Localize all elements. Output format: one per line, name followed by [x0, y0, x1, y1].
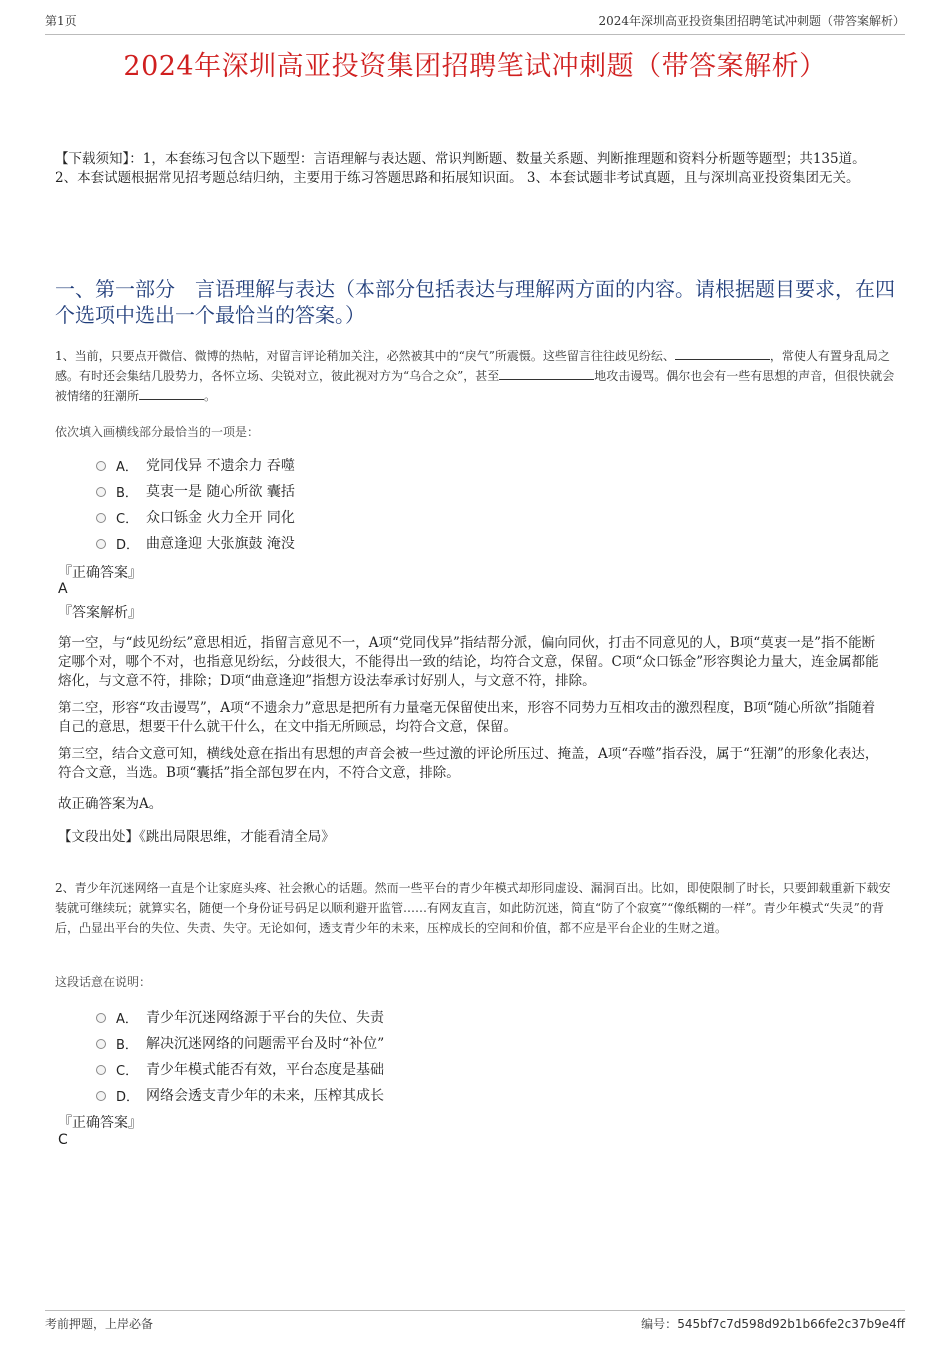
question-1-options	[96, 452, 295, 556]
option-text: 青少年模式能否有效，平台态度是基础	[146, 1062, 384, 1078]
option-c[interactable]	[96, 1056, 384, 1082]
analysis-paragraph: 第三空，结合文意可知，横线处意在指出有思想的声音会被一些过激的评论所压过、掩盖，A项“吞噬”指吞没，属于“狂潮”的形象化表达，符合文意，当选。B项“囊括”指全部包罗在内，不符合文意，排除。	[58, 746, 879, 781]
option-d[interactable]	[96, 530, 295, 556]
option-text: 众口铄金 火力全开 同化	[146, 510, 295, 526]
footer-slogan: 考前押题，上岸必备	[45, 1317, 154, 1331]
question-2-options	[96, 1004, 384, 1108]
q1-text-part-c: 地攻击谩骂。偶尔也会有一些有思想的声音，但很快就会被情绪的狂潮所	[55, 369, 895, 403]
analysis-label: 『答案解析』	[58, 605, 142, 621]
question-1-text	[55, 346, 900, 406]
option-d[interactable]	[96, 1082, 384, 1108]
footer-code	[641, 1315, 905, 1332]
page-title: 2024年深圳高亚投资集团招聘笔试冲刺题（带答案解析）	[123, 51, 827, 82]
question-2-text: 2、青少年沉迷网络一直是个让家庭头疼、社会揪心的话题。然而一些平台的青少年模式却形同虚设、漏洞百出。比如，即使限制了时长，只要卸载重新下载安装就可继续玩；就算实名，随便一个身份证号码足以顺利避开监管……有网友直言，如此防沉迷，简直“防了个寂寞”“像纸糊的一样”。青少年模式“失灵”的背后，凸显出平台的失位、失责、失守。无论如何，透支青少年的未来，压榨成长的空间和价值，都不应是平台企业的生财之道。	[55, 881, 891, 935]
page-footer	[45, 1310, 905, 1332]
option-letter: A．	[116, 1011, 138, 1027]
page-header	[45, 12, 905, 35]
option-letter: D．	[116, 537, 140, 553]
download-notice: 【下载须知】：1，本套练习包含以下题型：言语理解与表达题、常识判断题、数量关系题、判断推理题和资料分析题等题型；共135道。 2、本套试题根据常见招考题总结归纳，主要用于练习答题思路和拓展知识面。 3、本套试题非考试真题，且与深圳高亚投资集团无关。	[55, 151, 866, 186]
text-source: 【文段出处】《跳出局限思维，才能看清全局》	[58, 829, 335, 845]
q1-text-part-a: 1、当前，只要点开微信、微博的热帖，对留言评论稍加关注，必然被其中的“戾气”所震慑。这些留言往往歧见纷纭、	[55, 349, 675, 363]
answer-analysis	[58, 634, 888, 855]
option-letter: A．	[116, 459, 138, 475]
option-text: 曲意逢迎 大张旗鼓 淹没	[146, 536, 295, 552]
code-label: 编号：	[641, 1317, 678, 1331]
code-value: 545bf7c7d598d92b1b66fe2c37b9e4ff	[677, 1317, 905, 1331]
radio-icon[interactable]	[96, 1065, 106, 1075]
correct-answer: C	[58, 1132, 68, 1148]
option-text: 青少年沉迷网络源于平台的失位、失责	[146, 1010, 384, 1026]
blank-2	[499, 367, 594, 380]
q1-text-part-d: 。	[204, 389, 217, 403]
question-1-prompt: 依次填入画横线部分最恰当的一项是：	[55, 425, 260, 439]
option-a[interactable]	[96, 1004, 384, 1030]
radio-icon[interactable]	[96, 1091, 106, 1101]
option-text: 解决沉迷网络的问题需平台及时“补位”	[146, 1036, 385, 1052]
option-c[interactable]	[96, 504, 295, 530]
question-2-prompt: 这段话意在说明：	[55, 975, 152, 989]
radio-icon[interactable]	[96, 461, 106, 471]
radio-icon[interactable]	[96, 513, 106, 523]
q1-text-part-b: ，常使人有置身乱局之感。有时还会集结几股势力，各怀立场、尖锐对立，彼此视对方为“乌合之众”，甚至	[55, 349, 890, 383]
section-heading: 一、第一部分 言语理解与表达（本部分包括表达与理解两方面的内容。请根据题目要求，在四个选项中选出一个最恰当的答案。）	[55, 277, 895, 327]
option-b[interactable]	[96, 1030, 384, 1056]
blank-3	[139, 387, 204, 400]
blank-1	[675, 347, 770, 360]
correct-answer: A	[58, 581, 68, 597]
analysis-conclusion: 故正确答案为A。	[58, 796, 163, 812]
page-number: 第1页	[45, 14, 77, 28]
option-text: 党同伐异 不遗余力 吞噬	[146, 458, 295, 474]
radio-icon[interactable]	[96, 1013, 106, 1023]
correct-answer-label: 『正确答案』	[58, 1115, 142, 1131]
analysis-paragraph: 第二空，形容“攻击谩骂”，A项“不遗余力”意思是把所有力量毫无保留使出来，形容不同势力互相攻击的激烈程度，B项“随心所欲”指随着自己的意思，想要干什么就干什么，在文中指无所顾忌，均符合文意，保留。	[58, 700, 876, 735]
option-letter: B．	[116, 485, 138, 501]
header-doc-title: 2024年深圳高亚投资集团招聘笔试冲刺题（带答案解析）	[598, 14, 905, 28]
analysis-paragraph: 第一空，与“歧见纷纭”意思相近，指留言意见不一，A项“党同伐异”指结帮分派，偏向同伙，打击不同意见的人，B项“莫衷一是”指不能断定哪个对，哪个不对，也指意见纷纭，分歧很大，不能得出一致的结论，均符合文意，保留。C项“众口铄金”形容舆论力量大，连金属都能熔化，与文意不符，排除；D项“曲意逢迎”指想方设法奉承讨好别人，与文意不符，排除。	[58, 635, 879, 689]
option-letter: C．	[116, 511, 139, 527]
correct-answer-label: 『正确答案』	[58, 565, 142, 581]
radio-icon[interactable]	[96, 1039, 106, 1049]
radio-icon[interactable]	[96, 487, 106, 497]
option-text: 莫衷一是 随心所欲 囊括	[146, 484, 295, 500]
option-letter: D．	[116, 1089, 140, 1105]
radio-icon[interactable]	[96, 539, 106, 549]
option-b[interactable]	[96, 478, 295, 504]
option-letter: B．	[116, 1037, 138, 1053]
option-a[interactable]	[96, 452, 295, 478]
option-text: 网络会透支青少年的未来，压榨其成长	[146, 1088, 384, 1104]
option-letter: C．	[116, 1063, 139, 1079]
